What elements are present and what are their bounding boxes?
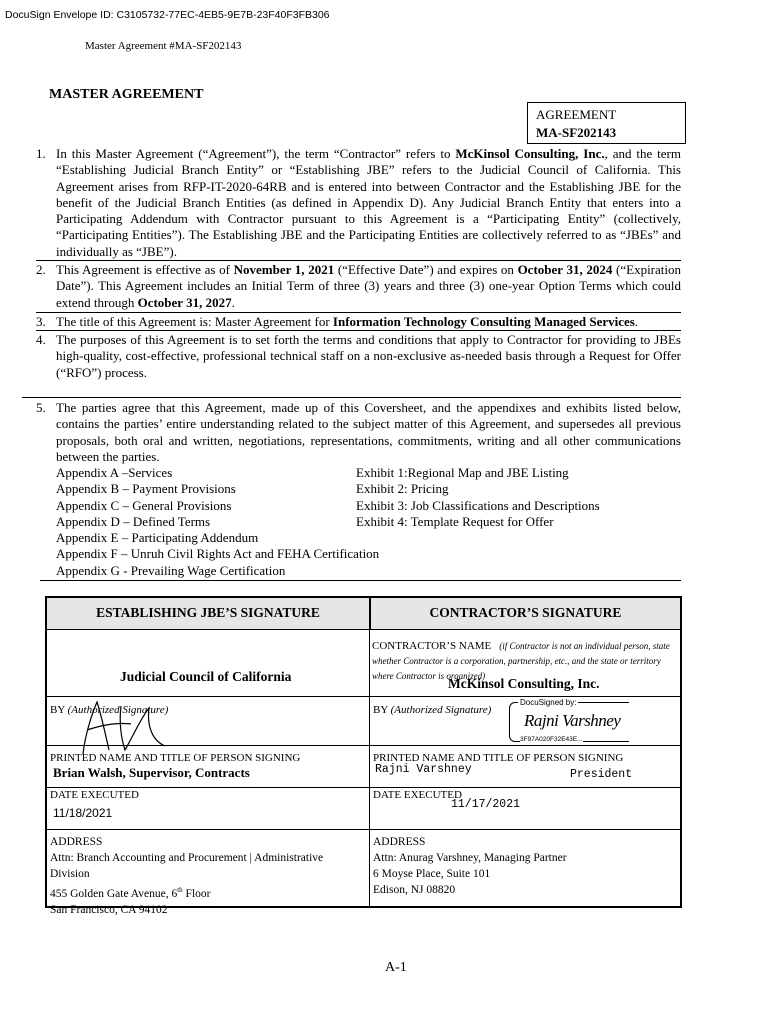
clause-text: The purposes of this Agreement is to set forth the terms and conditions that apply to Contractor for providing to JBEs high-quality, cost-effective, professional technical staff on a non-exclusive as-needed basis through a Request for Offer (“RFO”) process. [56, 332, 681, 380]
jbe-date: 11/18/2021 [53, 806, 113, 820]
exhibit-item: Exhibit 2: Pricing [356, 481, 449, 497]
clause-number: 4. [36, 332, 46, 347]
clause-number: 1. [36, 146, 46, 161]
clause-text: (“Effective Date”) and expires on [334, 262, 518, 277]
jbe-signer: Brian Walsh, Supervisor, Contracts [53, 765, 250, 780]
address-line: Attn: Anurag Varshney, Managing Partner [373, 852, 567, 864]
clause-text: (“Expiration Date”). This Agreement includes an Initial Term of three (3) years and three (3) one-year Option Terms which could extend through [56, 262, 682, 310]
clause-5 [36, 400, 681, 465]
clause-4 [36, 332, 681, 381]
clause-text: This Agreement is effective as of [56, 262, 234, 277]
page-title: MASTER AGREEMENT [49, 87, 204, 102]
docusign-signature-box [509, 698, 629, 743]
address-line: 6 Moyse Place, Suite 101 [373, 868, 491, 880]
docusign-code: 3F97A020F32E43E... [520, 736, 583, 743]
divider [36, 330, 681, 331]
contractor-signer: Rajni Varshney [375, 763, 472, 776]
row-divider [47, 787, 680, 788]
divider [22, 397, 681, 398]
jbe-signature-header: ESTABLISHING JBE’S SIGNATURE [47, 598, 369, 630]
agreement-number-box [527, 102, 686, 144]
appendix-item: Appendix F – Unruh Civil Rights Act and FEHA Certification [56, 546, 380, 562]
clause-2 [36, 262, 681, 311]
field-note: (Authorized Signature) [390, 704, 492, 716]
contractor-name-bold: McKinsol Consulting, Inc. [455, 146, 605, 161]
clause-text: . [231, 294, 235, 310]
contractor-signature-header: CONTRACTOR’S SIGNATURE [370, 598, 680, 630]
exhibit-item: Exhibit 3: Job Classifications and Descriptions [356, 497, 600, 513]
option-end-date: October 31, 2027 [137, 294, 232, 310]
field-note: (if Contractor is not an individual person, state whether Contractor is a corporation, partnership, etc., and the state or territory where Contractor is organized) [372, 641, 670, 681]
address-line: Division [50, 868, 90, 880]
clause-number: 2. [36, 262, 46, 277]
exhibit-item: Exhibit 4: Template Request for Offer [356, 513, 554, 529]
field-label: ADDRESS [373, 836, 426, 848]
jbe-handwritten-signature [75, 696, 185, 758]
contractor-title: President [570, 768, 633, 781]
contractor-printed-label: PRINTED NAME AND TITLE OF PERSON SIGNING [373, 752, 624, 764]
contractor-by-field [373, 704, 491, 716]
page-number: A-1 [385, 960, 407, 975]
address-line: San Francisco, CA 94102 [50, 903, 168, 916]
field-label: BY [373, 704, 388, 716]
effective-date: November 1, 2021 [233, 262, 335, 277]
divider [40, 580, 681, 581]
address-line: Attn: Branch Accounting and Procurement | Administrative [50, 852, 324, 864]
field-label: BY [50, 704, 65, 716]
clause-number: 5. [36, 400, 46, 415]
clause-number: 3. [36, 314, 46, 329]
jbe-name: Judicial Council of California [120, 669, 292, 684]
column-divider [369, 598, 370, 906]
divider [36, 260, 681, 261]
exhibit-item: Exhibit 1:Regional Map and JBE Listing [356, 465, 569, 480]
docusign-signature: Rajni Varshney [524, 711, 621, 730]
divider [36, 312, 681, 313]
clause-3 [36, 314, 681, 330]
agreement-title-bold: Information Technology Consulting Managed Services [332, 314, 635, 329]
contractor-date: 11/17/2021 [451, 798, 521, 811]
clause-text: . [634, 314, 639, 329]
contractor-address [373, 834, 567, 898]
field-label: CONTRACTOR’S NAME [372, 640, 492, 652]
appendix-item: Appendix C – General Provisions [56, 497, 232, 513]
appendix-item: Appendix A –Services [56, 465, 173, 480]
clause-text: The parties agree that this Agreement, made up of this Coversheet, and the appendixes and exhibits listed below, contains the parties’ entire understanding related to the subject matter of this Agreement, and supersedes all previous proposals, both oral and written, negotiations, representations, commitments, writing and all other communications between the parties. [56, 400, 681, 464]
appendix-item: Appendix B – Payment Provisions [56, 481, 236, 497]
appendix-item: Appendix G - Prevailing Wage Certification [56, 562, 286, 578]
exhibit-list [356, 465, 600, 530]
header-reference: Master Agreement #MA-SF202143 [85, 40, 242, 52]
field-note: (Authorized Signature) [67, 704, 169, 716]
signature-table [45, 596, 682, 916]
clause-text: , and the term “Establishing Judicial Branch Entity” or “Establishing JBE” refers to the Judicial Council of California. This Agreement arises from RFP-IT-2020-64RB and is entered into between Contractor and the Establishing JBE for the benefit of the Judicial Branch Entities (as defined in Appendix D). Any Judicial Branch Entity that enters into a Participating Addendum with Contractor pursuant to this Agreement is a “Participating Entity” (collectively, “Participating Entities”). The Establishing JBE and the Participating Entities are collectively referred to as “JBEs” and individually as “JBE”). [56, 146, 681, 259]
appendix-item: Appendix D – Defined Terms [56, 513, 211, 529]
address-line: Edison, NJ 08820 [373, 884, 456, 896]
jbe-date-label: DATE EXECUTED [50, 789, 139, 801]
address-line [50, 882, 323, 902]
contractor-name: McKinsol Consulting, Inc. [448, 676, 600, 691]
address-superscript: th [177, 886, 183, 894]
clause-1 [36, 146, 681, 260]
appendix-list [56, 465, 379, 579]
agreement-number: MA-SF202143 [536, 125, 617, 140]
agreement-label: AGREEMENT [536, 107, 617, 122]
docusigned-by-label: DocuSigned by: [520, 698, 577, 707]
row-divider [47, 829, 680, 830]
docusign-envelope-id: DocuSign Envelope ID: C3105732-77EC-4EB5-9E7B-23F40F3FB306 [5, 9, 330, 21]
appendix-item: Appendix E – Participating Addendum [56, 530, 259, 546]
expiration-date: October 31, 2024 [517, 262, 613, 277]
clause-text: In this Master Agreement (“Agreement”), the term “Contractor” refers to [56, 146, 456, 161]
contractor-date-label: DATE EXECUTED [373, 789, 462, 801]
jbe-printed-label: PRINTED NAME AND TITLE OF PERSON SIGNING [50, 752, 301, 764]
address-part: 455 Golden Gate Avenue, 6 [50, 887, 178, 900]
field-label: ADDRESS [50, 836, 103, 848]
clause-text: The title of this Agreement is: Master Agreement for [56, 314, 333, 329]
jbe-address [50, 834, 323, 918]
address-part: Floor [182, 887, 211, 900]
